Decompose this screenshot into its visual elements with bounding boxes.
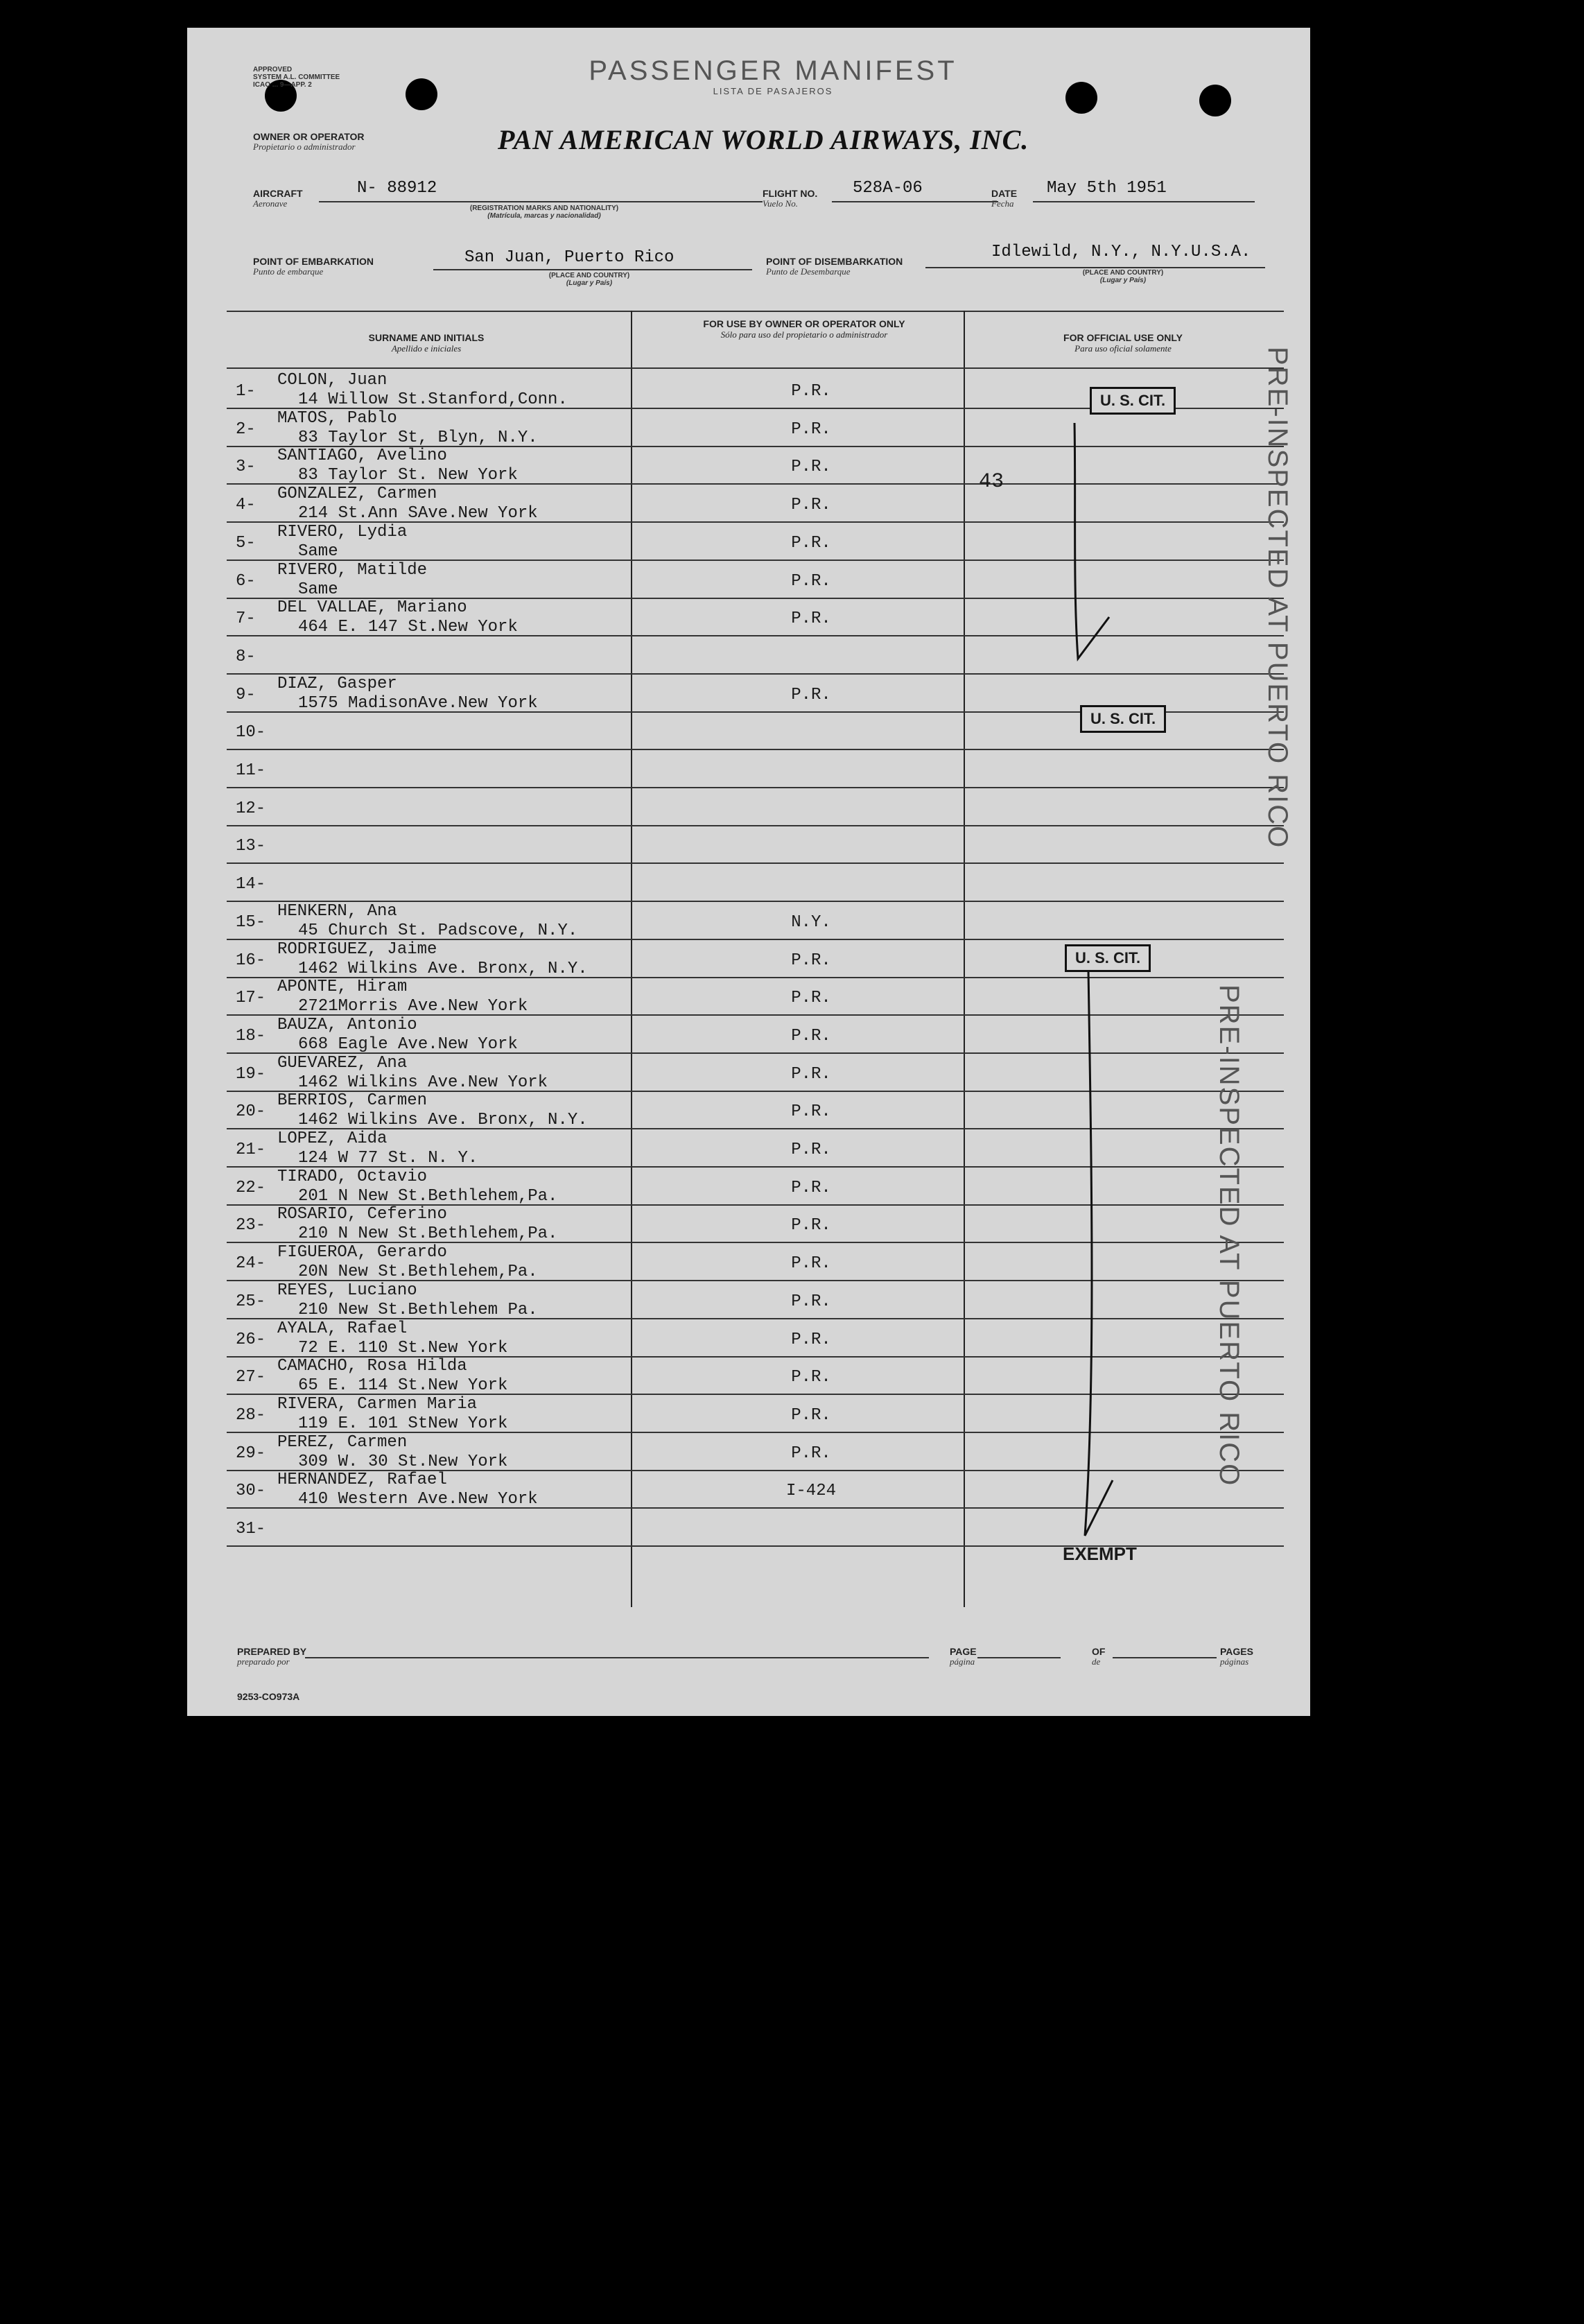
passenger-address: 464 E. 147 St.New York [298, 618, 518, 637]
passenger-address: 124 W 77 St. N. Y. [298, 1149, 478, 1168]
table-row [187, 523, 1310, 561]
owner-label-es: Propietario o administrador [253, 141, 356, 152]
name-column-header [250, 333, 603, 354]
us-cit-stamp: U. S. CIT. [1090, 387, 1176, 415]
approved-text: APPROVED [253, 66, 293, 73]
passenger-name: REYES, Luciano [277, 1281, 417, 1300]
passenger-name: RIVERO, Matilde [277, 560, 428, 580]
passenger-address: 83 Taylor St, Blyn, N.Y. [298, 428, 538, 447]
row-number: 24- [236, 1254, 266, 1274]
row-number: 26- [236, 1330, 266, 1349]
embark-underline [433, 269, 752, 270]
header-bottom-line [227, 367, 1284, 369]
owner-note: P.R. [791, 458, 831, 477]
embark-place-note [520, 272, 659, 287]
owner-note: P.R. [791, 533, 831, 553]
owner-note: P.R. [791, 1292, 831, 1311]
aircraft-label-block [253, 189, 303, 209]
owner-note: P.R. [791, 685, 831, 704]
pages-label-es: páginas [1220, 1656, 1249, 1667]
passenger-address: 309 W. 30 St.New York [298, 1452, 508, 1471]
of-label: OF [1092, 1646, 1106, 1657]
passenger-address: 14 Willow St.Stanford,Conn. [298, 390, 568, 409]
owner-note: I-424 [785, 1482, 836, 1501]
official-header-text: FOR OFFICIAL USE ONLY [1063, 332, 1183, 343]
owner-note: P.R. [791, 571, 831, 591]
table-row [187, 446, 1310, 485]
owner-note: P.R. [791, 1178, 831, 1197]
registration-label-es: (Matrícula, marcas y nacionalidad) [487, 212, 601, 220]
owner-note: P.R. [791, 419, 831, 439]
prepared-underline [305, 1657, 929, 1658]
passenger-address: 45 Church St. Padscove, N.Y. [298, 921, 578, 940]
passenger-address: Same [298, 580, 338, 599]
table-row [187, 1091, 1310, 1129]
form-number: 9253-CO973A [237, 1691, 300, 1702]
table-row [187, 750, 1310, 788]
owner-note: P.R. [791, 951, 831, 970]
passenger-name: APONTE, Hiram [277, 978, 408, 997]
page-label: PAGE [950, 1646, 977, 1657]
table-row [187, 1129, 1310, 1168]
aircraft-label-es: Aeronave [253, 198, 288, 209]
of-label-block [1092, 1647, 1105, 1667]
table-row [187, 1471, 1310, 1509]
date-value: May 5th 1951 [1047, 179, 1167, 198]
embark-label-block [253, 257, 374, 277]
aircraft-value: N- 88912 [357, 179, 437, 198]
row-number: 27- [236, 1368, 266, 1387]
disembark-place-label-es: (Lugar y País) [1099, 277, 1147, 284]
row-number: 19- [236, 1064, 266, 1084]
table-row [187, 485, 1310, 523]
owner-note: P.R. [791, 1064, 831, 1084]
passenger-name: LOPEZ, Aida [277, 1129, 388, 1148]
passenger-address: 83 Taylor St. New York [298, 466, 518, 485]
pages-label-block [1220, 1647, 1253, 1667]
row-number: 9- [236, 685, 256, 704]
us-cit-stamp: U. S. CIT. [1080, 705, 1166, 733]
pages-label: PAGES [1220, 1646, 1253, 1657]
flight-label-block [763, 189, 817, 209]
row-number: 3- [236, 458, 256, 477]
flight-underline [832, 201, 998, 202]
passenger-address: 410 Western Ave.New York [298, 1490, 538, 1509]
disembark-value: Idlewild, N.Y., N.Y.U.S.A. [991, 243, 1251, 261]
passenger-address: 65 E. 114 St.New York [298, 1376, 508, 1396]
approved-block [253, 66, 340, 89]
passenger-name: HERNANDEZ, Rafael [277, 1471, 447, 1490]
passenger-name: HENKERN, Ana [277, 901, 397, 921]
owner-note: P.R. [791, 1368, 831, 1387]
table-row [187, 1243, 1310, 1281]
official-header-es: Para uso oficial solamente [1074, 343, 1172, 354]
table-row [187, 826, 1310, 864]
passenger-name: RODRIGUEZ, Jaime [277, 939, 437, 959]
owner-label-block [253, 132, 365, 152]
passenger-name: COLON, Juan [277, 371, 388, 390]
passenger-address: 72 E. 110 St.New York [298, 1338, 508, 1358]
passenger-name: TIRADO, Octavio [277, 1167, 428, 1186]
passenger-name: DEL VALLAE, Mariano [277, 598, 467, 618]
passenger-address: 214 St.Ann SAve.New York [298, 504, 538, 523]
owner-note: P.R. [791, 989, 831, 1008]
prepared-label: PREPARED BY [237, 1646, 307, 1657]
row-number: 10- [236, 723, 266, 743]
prepared-by-block [237, 1647, 306, 1667]
row-number: 7- [236, 609, 256, 629]
approved-committee: SYSTEM A.L. COMMITTEE [253, 73, 340, 81]
disembark-place-note [1054, 269, 1192, 284]
page-label-block [950, 1647, 977, 1667]
table-row [187, 1357, 1310, 1395]
disembark-underline [925, 267, 1265, 268]
table-row [187, 978, 1310, 1016]
row-number: 11- [236, 761, 266, 780]
date-underline [1033, 201, 1255, 202]
row-number: 8- [236, 647, 256, 666]
passenger-address: 1462 Wilkins Ave.New York [298, 1073, 548, 1092]
row-number: 5- [236, 533, 256, 553]
flight-label: FLIGHT NO. [763, 188, 818, 199]
row-number: 28- [236, 1405, 266, 1425]
owner-note: P.R. [791, 1141, 831, 1159]
passenger-address: 2721Morris Ave.New York [298, 997, 528, 1016]
official-column-header [991, 333, 1255, 354]
disembark-label: POINT OF DISEMBARKATION [766, 256, 903, 267]
row-number: 20- [236, 1102, 266, 1122]
passenger-address: 1462 Wilkins Ave. Bronx, N.Y. [298, 1111, 588, 1130]
passenger-name: SANTIAGO, Avelino [277, 446, 447, 466]
table-row [187, 1281, 1310, 1319]
airline-name: PAN AMERICAN WORLD AIRWAYS, INC. [498, 124, 1029, 155]
passenger-address: 1575 MadisonAve.New York [298, 693, 538, 713]
passenger-address: 20N New St.Bethlehem,Pa. [298, 1263, 538, 1282]
owner-note: P.R. [791, 1026, 831, 1046]
embark-label: POINT OF EMBARKATION [253, 256, 374, 267]
registration-label: (REGISTRATION MARKS AND NATIONALITY) [469, 205, 619, 212]
table-top-line [227, 311, 1284, 312]
passenger-address: 668 Eagle Ave.New York [298, 1034, 518, 1054]
date-label: DATE [991, 188, 1018, 199]
pen-check-mark [1040, 416, 1123, 679]
row-number: 18- [236, 1026, 266, 1046]
page-underline [977, 1657, 1061, 1658]
pen-check-mark [1033, 971, 1130, 1553]
passenger-name: PEREZ, Carmen [277, 1432, 408, 1452]
date-label-block [991, 189, 1017, 209]
passenger-name: FIGUEROA, Gerardo [277, 1243, 447, 1263]
table-row [187, 1054, 1310, 1092]
row-number: 17- [236, 989, 266, 1008]
passenger-name: ROSARIO, Ceferino [277, 1205, 447, 1224]
row-number: 30- [236, 1482, 266, 1501]
row-number: 6- [236, 571, 256, 591]
approved-icao: ICAO ... 9—APP. 2 [253, 81, 312, 89]
row-number: 13- [236, 837, 266, 856]
owner-label: OWNER OR OPERATOR [253, 131, 365, 142]
prepared-label-es: preparado por [237, 1656, 290, 1667]
table-row [187, 636, 1310, 675]
passenger-address: 201 N New St.Bethlehem,Pa. [298, 1186, 558, 1206]
passenger-name: BAUZA, Antonio [277, 1015, 417, 1034]
embark-place-label: (PLACE AND COUNTRY) [548, 272, 630, 279]
embark-place-label-es: (Lugar y País) [566, 279, 613, 287]
punch-hole [1065, 82, 1097, 114]
passenger-address: 210 New St.Bethlehem Pa. [298, 1300, 538, 1319]
page-subtitle: LISTA DE PASAJEROS [713, 86, 833, 96]
row-number: 21- [236, 1141, 266, 1159]
of-underline [1113, 1657, 1217, 1658]
owner-header-text: FOR USE BY OWNER OR OPERATOR ONLY [703, 318, 905, 329]
owner-note: P.R. [791, 1102, 831, 1122]
owner-column-header [672, 319, 936, 340]
row-number: 2- [236, 419, 256, 439]
passenger-address: 210 N New St.Bethlehem,Pa. [298, 1224, 558, 1244]
flight-label-es: Vuelo No. [763, 198, 799, 209]
punch-hole [406, 78, 437, 110]
table-row [187, 864, 1310, 902]
row-number: 29- [236, 1443, 266, 1463]
disembark-place-label: (PLACE AND COUNTRY) [1082, 269, 1164, 277]
passenger-name: GONZALEZ, Carmen [277, 485, 437, 504]
table-row [187, 561, 1310, 599]
row-number: 23- [236, 1216, 266, 1235]
table-row [187, 1433, 1310, 1471]
passenger-address: 119 E. 101 StNew York [298, 1414, 508, 1433]
row-number: 12- [236, 799, 266, 818]
preinspected-stamp: PRE-INSPECTED AT PUERTO RICO [1262, 347, 1293, 849]
name-header-es: Apellido e iniciales [391, 343, 462, 354]
preinspected-stamp: PRE-INSPECTED AT PUERTO RICO [1214, 985, 1244, 1487]
row-number: 16- [236, 951, 266, 970]
table-row [187, 1319, 1310, 1358]
table-row [187, 1168, 1310, 1206]
row-number: 14- [236, 875, 266, 894]
table-row [187, 598, 1310, 636]
disembark-label-block [766, 257, 903, 277]
table-row [187, 1395, 1310, 1433]
owner-note: P.R. [791, 1216, 831, 1235]
table-row [187, 1205, 1310, 1243]
manifest-paper [187, 28, 1310, 1716]
table-row [187, 1016, 1310, 1054]
passenger-address: 1462 Wilkins Ave. Bronx, N.Y. [298, 959, 588, 978]
punch-hole [1199, 85, 1231, 116]
embark-value: San Juan, Puerto Rico [464, 248, 674, 267]
disembark-label-es: Punto de Desembarque [766, 266, 851, 277]
owner-note: P.R. [791, 496, 831, 515]
embark-label-es: Punto de embarque [253, 266, 324, 277]
registration-note [423, 205, 665, 220]
owner-note: P.R. [791, 1405, 831, 1425]
passenger-name: CAMACHO, Rosa Hilda [277, 1357, 467, 1376]
owner-note: P.R. [791, 1254, 831, 1274]
owner-note: P.R. [791, 382, 831, 401]
aircraft-label: AIRCRAFT [253, 188, 303, 199]
passenger-name: RIVERA, Carmen Maria [277, 1394, 478, 1414]
passenger-name: BERRIOS, Carmen [277, 1091, 428, 1111]
flight-value: 528A-06 [853, 179, 923, 198]
row-number: 4- [236, 496, 256, 515]
aircraft-underline [319, 201, 763, 202]
table-row [187, 1509, 1310, 1547]
row-number: 15- [236, 912, 266, 932]
passenger-name: DIAZ, Gasper [277, 674, 397, 693]
name-header-text: SURNAME AND INITIALS [368, 332, 485, 343]
passenger-name: RIVERO, Lydia [277, 522, 408, 541]
row-number: 25- [236, 1292, 266, 1311]
of-label-es: de [1092, 1656, 1101, 1667]
owner-note: P.R. [791, 609, 831, 629]
owner-note: P.R. [791, 1330, 831, 1349]
passenger-name: GUEVAREZ, Ana [277, 1053, 408, 1073]
page-label-es: página [950, 1656, 975, 1667]
owner-note: N.Y. [791, 912, 831, 932]
table-row [187, 902, 1310, 940]
passenger-name: AYALA, Rafael [277, 1319, 408, 1338]
owner-header-es: Sólo para uso del propietario o administrador [720, 329, 888, 340]
page-title: PASSENGER MANIFEST [589, 55, 957, 86]
exempt-stamp: EXEMPT [1063, 1543, 1137, 1564]
passenger-name: MATOS, Pablo [277, 408, 397, 428]
handwritten-43: 43 [979, 470, 1004, 494]
us-cit-stamp: U. S. CIT. [1065, 944, 1151, 972]
table-row [187, 788, 1310, 826]
passenger-address: Same [298, 541, 338, 561]
date-label-es: Fecha [991, 198, 1014, 209]
row-number: 1- [236, 382, 256, 401]
owner-note: P.R. [791, 1443, 831, 1463]
row-number: 22- [236, 1178, 266, 1197]
row-number: 31- [236, 1520, 266, 1538]
